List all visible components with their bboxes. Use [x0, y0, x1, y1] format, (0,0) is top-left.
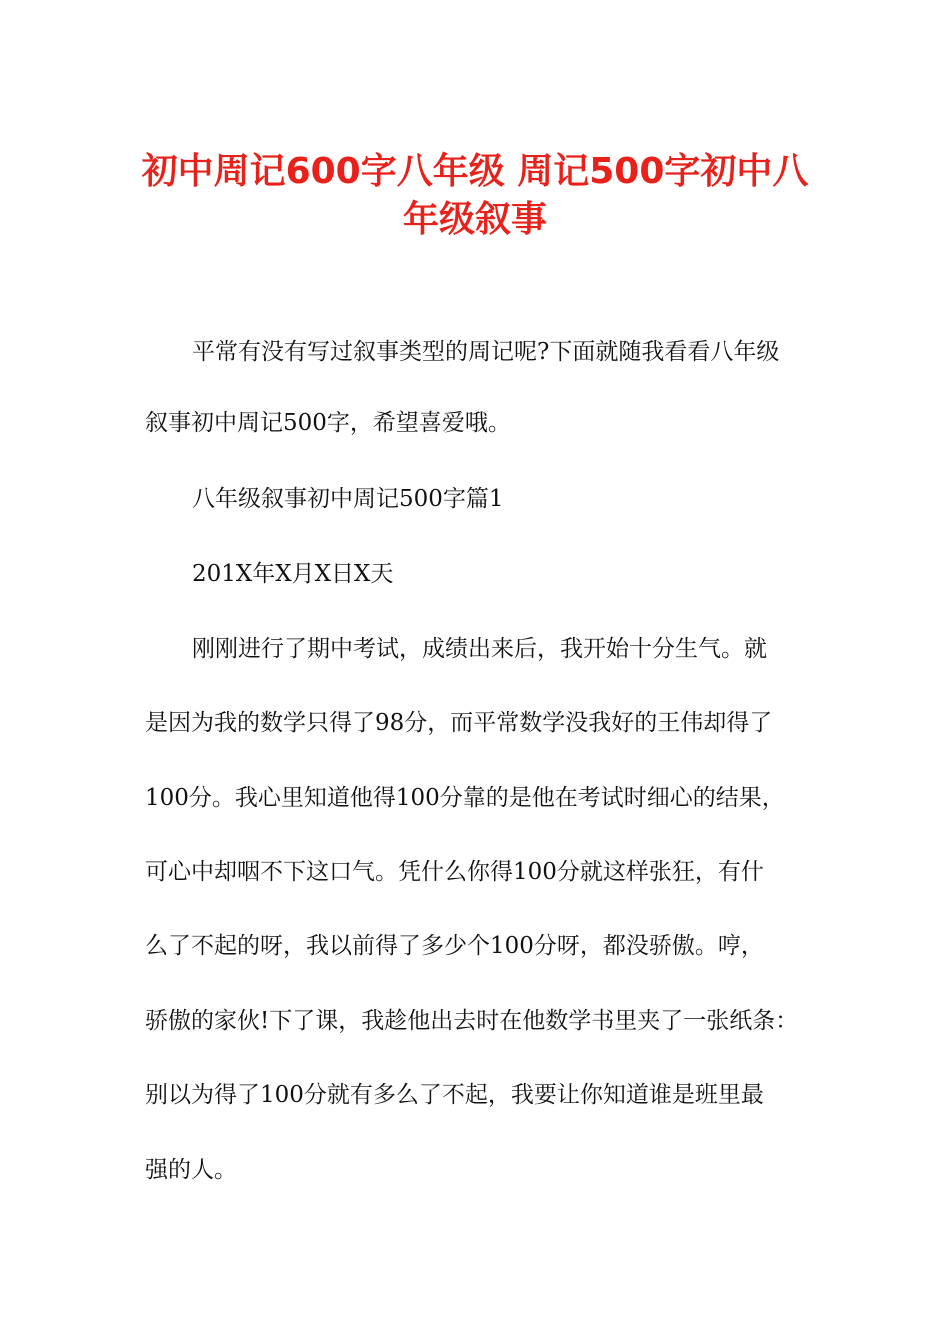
paragraph-line: 么了不起的呀，我以前得了多少个100分呀，都没骄傲。哼，: [145, 933, 764, 959]
paragraph-line: 可心中却咽不下这口气。凭什么你得100分就这样张狂，有什: [145, 859, 764, 885]
paragraph-line: 叙事初中周记500字，希望喜爱哦。: [145, 410, 511, 436]
section-heading: 八年级叙事初中周记500字篇1: [192, 486, 504, 512]
paragraph-line: 刚刚进行了期中考试，成绩出来后，我开始十分生气。就: [192, 636, 767, 662]
paragraph-line: 100分。我心里知道他得100分靠的是他在考试时细心的结果，: [145, 785, 785, 811]
date-line: 201X年X月X日X天: [192, 561, 394, 587]
document-title-line-2: 年级叙事: [402, 199, 547, 240]
document-title-line-1: 初中周记600字八年级 周记500字初中八: [141, 151, 809, 192]
paragraph-line: 别以为得了100分就有多么了不起，我要让你知道谁是班里最: [145, 1082, 764, 1108]
paragraph-line: 是因为我的数学只得了98分，而平常数学没我好的王伟却得了: [145, 710, 773, 736]
paragraph-line: 强的人。: [145, 1157, 237, 1183]
paragraph-line: 骄傲的家伙!下了课，我趁他出去时在他数学书里夹了一张纸条：: [145, 1008, 799, 1034]
paragraph-line: 平常有没有写过叙事类型的周记呢?下面就随我看看八年级: [192, 339, 780, 365]
